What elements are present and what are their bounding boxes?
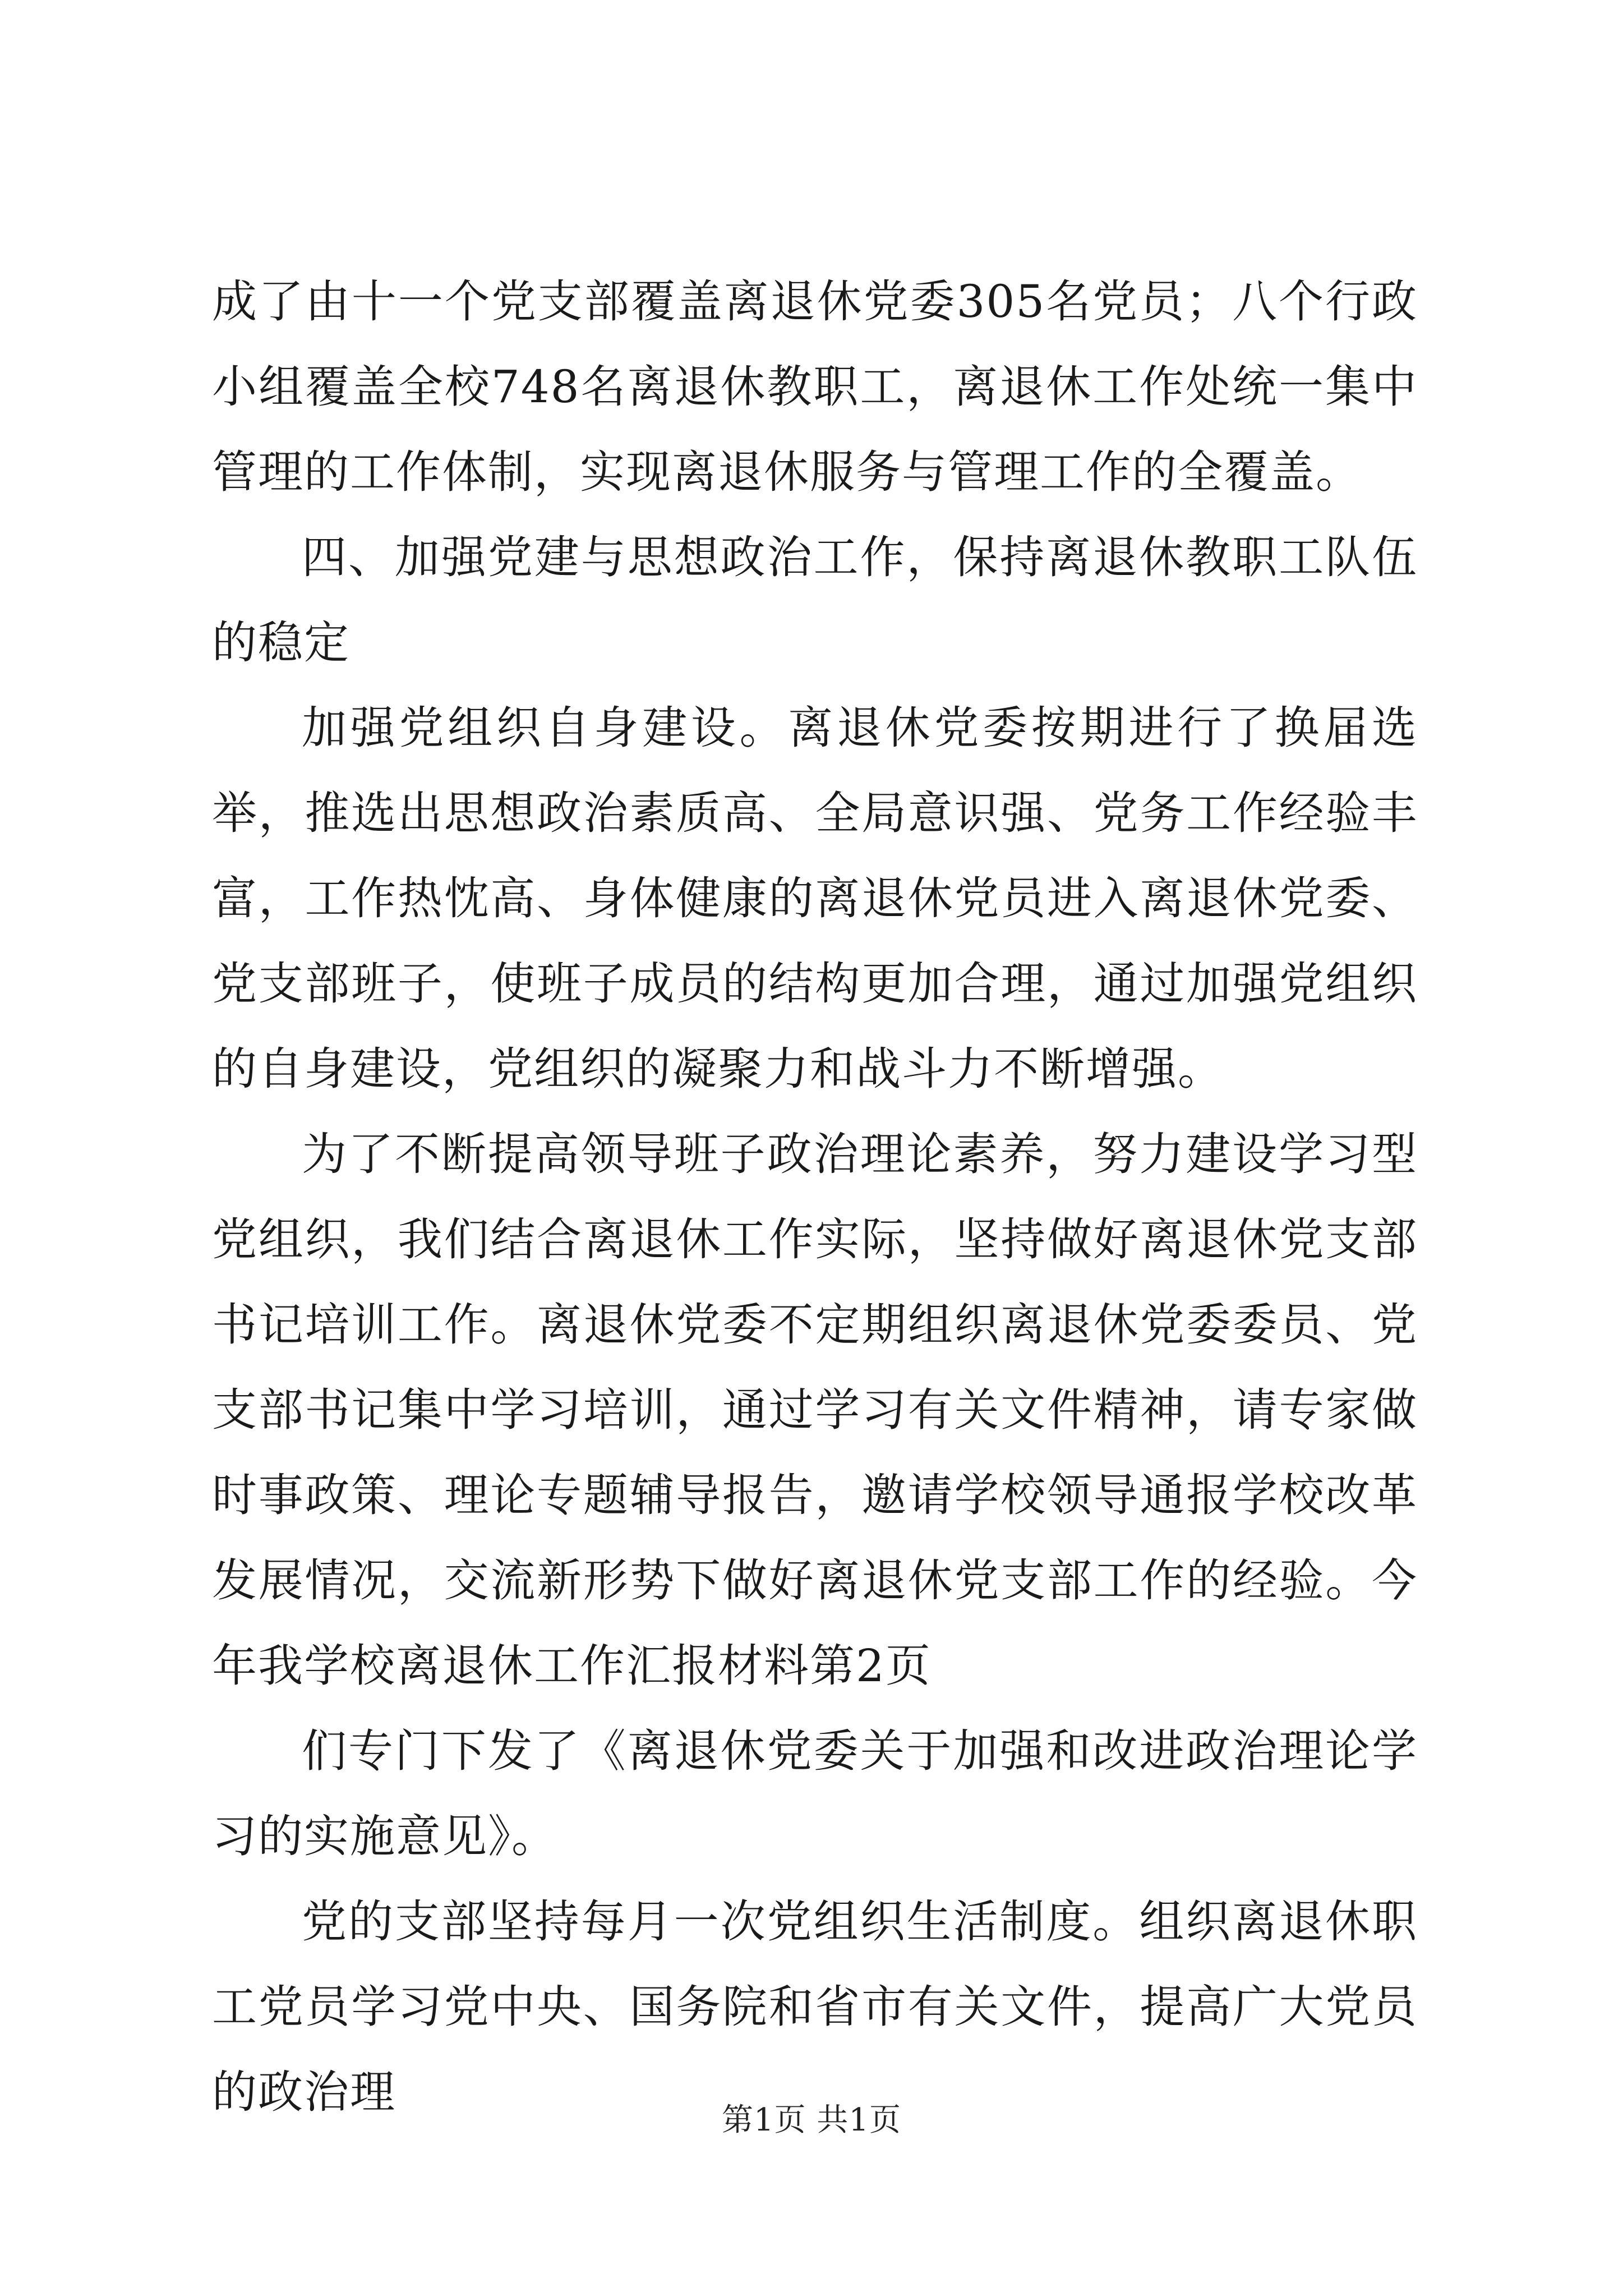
paragraph-5: 们专门下发了《离退休党委关于加强和改进政治理论学习的实施意见》。 xyxy=(212,1725,1418,1862)
document-body xyxy=(212,259,1418,2135)
paragraph-4: 为了不断提高领导班子政治理论素养，努力建设学习型党组织，我们结合离退休工作实际，坚持做好离退休党支部书记培训工作。离退休党委不定期组织离退休党委委员、党支部书记集中学习培训，通过学习有关文件精神，请专家做时事政策、理论专题辅导报告，邀请学校领导通报学校改革发展情况，交流新形势下做好离退休党支部工作的经验。今年我学校离退休工作汇报材料第2页 xyxy=(212,1128,1418,1692)
paragraph-6: 党的支部坚持每月一次党组织生活制度。组织离退休职工党员学习党中央、国务院和省市有关文件，提高广大党员的政治理 xyxy=(212,1895,1418,2118)
paragraph-2-section-heading: 四、加强党建与思想政治工作，保持离退休教职工队伍的稳定 xyxy=(212,531,1418,669)
paragraph-1: 成了由十一个党支部覆盖离退休党委305名党员；八个行政小组覆盖全校748名离退休教职工，离退休工作处统一集中管理的工作体制，实现离退休服务与管理工作的全覆盖。 xyxy=(212,275,1418,498)
page-footer xyxy=(0,2098,1623,2143)
page-number-label: 第1页 共1页 xyxy=(721,2102,902,2138)
paragraph-3: 加强党组织自身建设。离退休党委按期进行了换届选举，推选出思想政治素质高、全局意识强、党务工作经验丰富，工作热忱高、身体健康的离退休党员进入离退休党委、党支部班子，使班子成员的结构更加合理，通过加强党组织的自身建设，党组织的凝聚力和战斗力不断增强。 xyxy=(212,702,1418,1095)
